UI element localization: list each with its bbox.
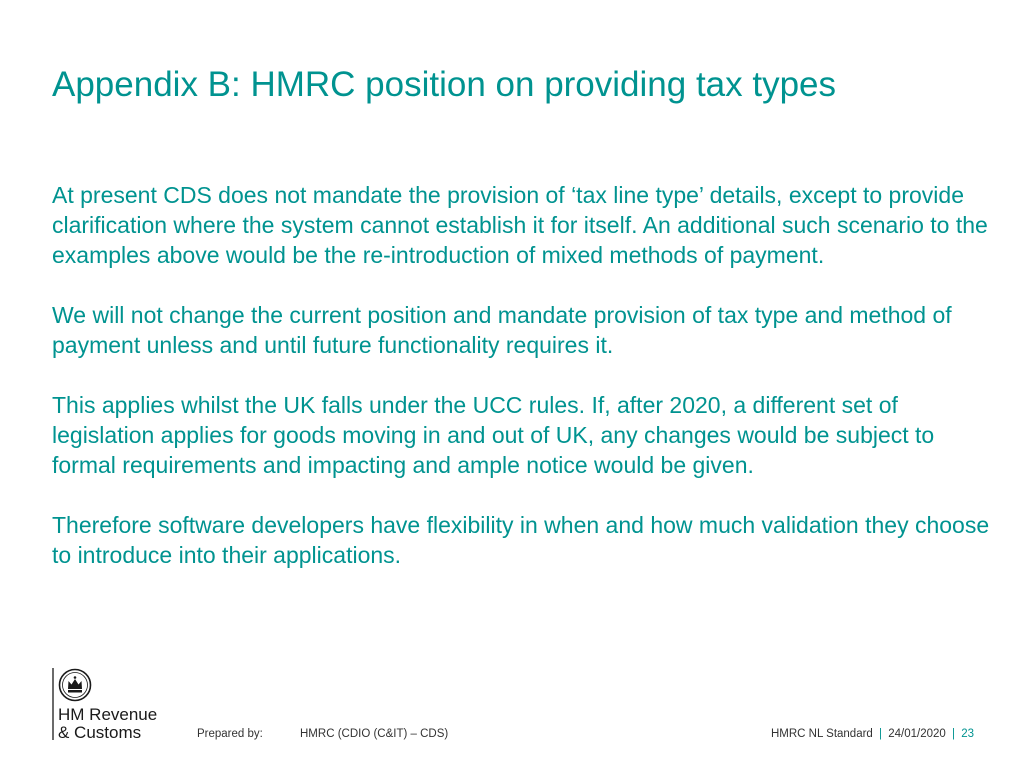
logo-text-line-2: & Customs [58,723,142,742]
footer-meta [771,727,974,741]
logo-text-line-1: HM Revenue [58,705,158,724]
footer-separator: | [879,728,883,740]
hmrc-logo [52,668,182,742]
body-paragraph: At present CDS does not mandate the provision of ‘tax line type’ details, except to provide clarification where the system cannot establish it for itself. An additional such scenario to the examples above would be the re-introduction of mixed methods of payment. [52,182,988,268]
royal-crest-icon [58,668,92,702]
logo-divider [52,668,54,740]
body-paragraph: Therefore software developers have flexibility in when and how much validation they choose to introduce into their applications. [52,512,990,568]
slide-body [52,180,992,600]
footer-prepared-label: Prepared by: [197,728,263,740]
footer-standard: HMRC NL Standard [770,728,873,740]
footer-separator: | [952,728,955,740]
slide-title: Appendix B: HMRC position on providing tax types [52,65,837,104]
footer-prepared-value: HMRC (CDIO (C&IT) – CDS) [300,728,449,740]
page-number: 23 [961,728,974,740]
footer-date: 24/01/2020 [888,728,946,740]
body-paragraph: We will not change the current position and mandate provision of tax type and method of payment unless and until future functionality requires it. [52,302,952,358]
body-paragraph: This applies whilst the UK falls under the UCC rules. If, after 2020, a different set of legislation applies for goods moving in and out of UK, any changes would be subject to formal requirements and impacting and ample notice would be given. [52,392,935,478]
